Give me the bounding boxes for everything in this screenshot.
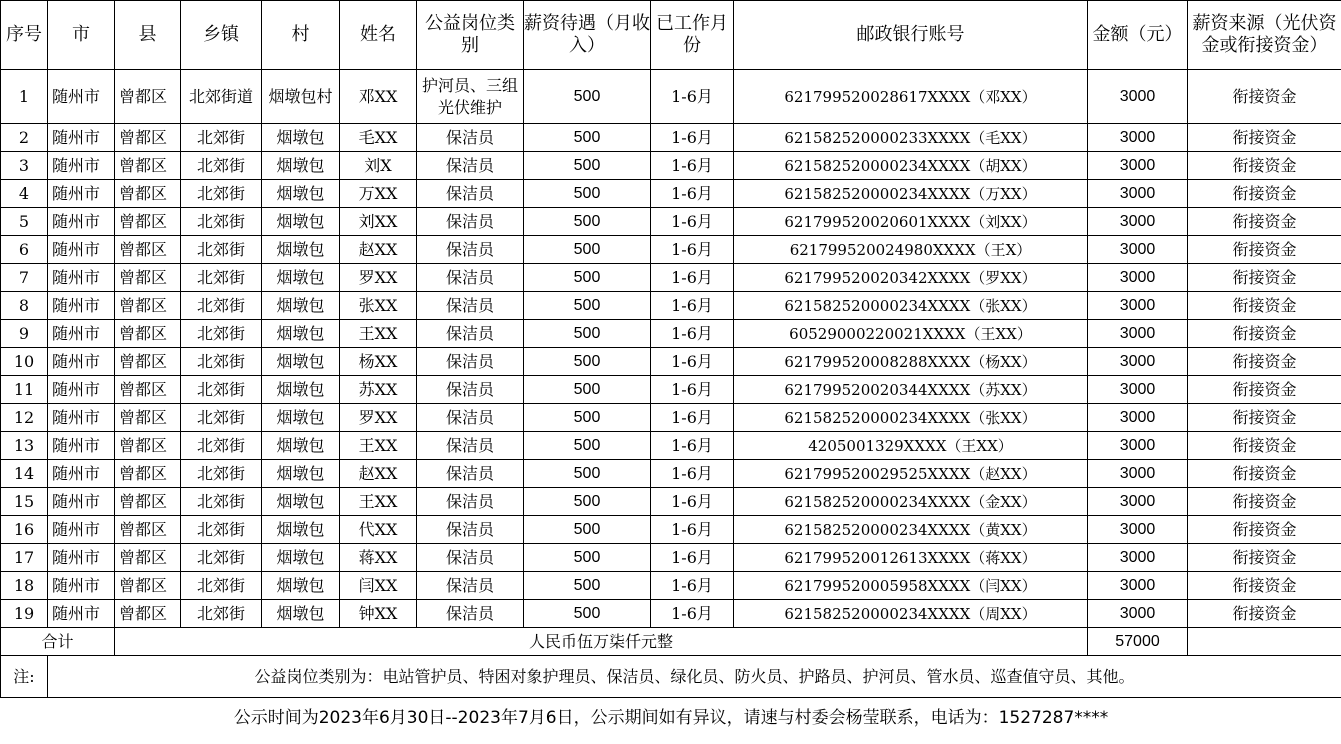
cell-county: 曾都区 — [115, 432, 181, 460]
cell-salary: 500 — [524, 348, 651, 376]
cell-city: 随州市 — [48, 264, 115, 292]
cell-source: 衔接资金 — [1188, 376, 1341, 404]
cell-source: 衔接资金 — [1188, 208, 1341, 236]
cell-name: 邓XX — [340, 70, 417, 124]
cell-post-type: 保洁员 — [417, 432, 524, 460]
cell-name: 代XX — [340, 516, 417, 544]
cell-months: 1-6月 — [651, 320, 734, 348]
cell-seq: 6 — [1, 236, 48, 264]
cell-post-type: 保洁员 — [417, 488, 524, 516]
cell-county: 曾都区 — [115, 544, 181, 572]
cell-city: 随州市 — [48, 516, 115, 544]
cell-name: 万XX — [340, 180, 417, 208]
table-row — [1, 544, 1341, 572]
cell-city: 随州市 — [48, 432, 115, 460]
cell-amount: 3000 — [1088, 152, 1188, 180]
cell-city: 随州市 — [48, 600, 115, 628]
cell-account: 621582520000234XXXX（周XX） — [734, 600, 1088, 628]
cell-village: 烟墩包 — [262, 152, 340, 180]
cell-county: 曾都区 — [115, 264, 181, 292]
cell-post-type: 保洁员 — [417, 292, 524, 320]
cell-seq: 12 — [1, 404, 48, 432]
cell-amount: 3000 — [1088, 124, 1188, 152]
table-row — [1, 460, 1341, 488]
cell-town: 北郊街 — [181, 544, 262, 572]
cell-seq: 10 — [1, 348, 48, 376]
cell-source: 衔接资金 — [1188, 292, 1341, 320]
header-amount: 金额（元） — [1088, 1, 1188, 70]
total-amount: 57000 — [1088, 628, 1188, 656]
cell-post-type: 保洁员 — [417, 404, 524, 432]
cell-account: 621582520000234XXXX（黄XX） — [734, 516, 1088, 544]
cell-town: 北郊街 — [181, 460, 262, 488]
cell-months: 1-6月 — [651, 488, 734, 516]
cell-amount: 3000 — [1088, 488, 1188, 516]
cell-name: 王XX — [340, 488, 417, 516]
cell-name: 王XX — [340, 320, 417, 348]
cell-salary: 500 — [524, 236, 651, 264]
cell-source: 衔接资金 — [1188, 572, 1341, 600]
cell-city: 随州市 — [48, 460, 115, 488]
cell-name: 杨XX — [340, 348, 417, 376]
table-row — [1, 180, 1341, 208]
cell-post-type: 保洁员 — [417, 572, 524, 600]
cell-village: 烟墩包村 — [262, 70, 340, 124]
table-row — [1, 404, 1341, 432]
header-name: 姓名 — [340, 1, 417, 70]
cell-amount: 3000 — [1088, 264, 1188, 292]
cell-salary: 500 — [524, 404, 651, 432]
cell-county: 曾都区 — [115, 292, 181, 320]
table-row — [1, 236, 1341, 264]
cell-source: 衔接资金 — [1188, 124, 1341, 152]
cell-salary: 500 — [524, 600, 651, 628]
cell-months: 1-6月 — [651, 404, 734, 432]
header-city: 市 — [48, 1, 115, 70]
cell-town: 北郊街 — [181, 292, 262, 320]
cell-seq: 11 — [1, 376, 48, 404]
cell-seq: 18 — [1, 572, 48, 600]
cell-village: 烟墩包 — [262, 236, 340, 264]
cell-name: 罗XX — [340, 264, 417, 292]
header-months: 已工作月份 — [651, 1, 734, 70]
cell-city: 随州市 — [48, 404, 115, 432]
cell-town: 北郊街 — [181, 488, 262, 516]
cell-account: 621799520020601XXXX（刘XX） — [734, 208, 1088, 236]
header-row — [1, 1, 1341, 70]
cell-village: 烟墩包 — [262, 292, 340, 320]
header-town: 乡镇 — [181, 1, 262, 70]
cell-county: 曾都区 — [115, 236, 181, 264]
cell-post-type: 保洁员 — [417, 544, 524, 572]
cell-town: 北郊街 — [181, 404, 262, 432]
cell-name: 王XX — [340, 432, 417, 460]
cell-county: 曾都区 — [115, 516, 181, 544]
cell-months: 1-6月 — [651, 264, 734, 292]
cell-town: 北郊街 — [181, 320, 262, 348]
cell-town: 北郊街 — [181, 348, 262, 376]
cell-account: 621582520000234XXXX（金XX） — [734, 488, 1088, 516]
total-empty-cell — [1188, 628, 1341, 656]
cell-source: 衔接资金 — [1188, 488, 1341, 516]
cell-amount: 3000 — [1088, 376, 1188, 404]
cell-town: 北郊街 — [181, 124, 262, 152]
cell-village: 烟墩包 — [262, 348, 340, 376]
cell-name: 罗XX — [340, 404, 417, 432]
cell-county: 曾都区 — [115, 320, 181, 348]
cell-account: 621799520008288XXXX（杨XX） — [734, 348, 1088, 376]
cell-salary: 500 — [524, 432, 651, 460]
table-row — [1, 572, 1341, 600]
cell-seq: 3 — [1, 152, 48, 180]
cell-seq: 1 — [1, 70, 48, 124]
cell-town: 北郊街 — [181, 152, 262, 180]
cell-village: 烟墩包 — [262, 572, 340, 600]
cell-account: 621582520000234XXXX（张XX） — [734, 292, 1088, 320]
table-row — [1, 348, 1341, 376]
cell-city: 随州市 — [48, 572, 115, 600]
cell-name: 苏XX — [340, 376, 417, 404]
cell-seq: 19 — [1, 600, 48, 628]
cell-village: 烟墩包 — [262, 264, 340, 292]
cell-months: 1-6月 — [651, 460, 734, 488]
header-post-type: 公益岗位类别 — [417, 1, 524, 70]
cell-town: 北郊街 — [181, 264, 262, 292]
cell-town: 北郊街 — [181, 432, 262, 460]
cell-salary: 500 — [524, 376, 651, 404]
cell-village: 烟墩包 — [262, 516, 340, 544]
cell-seq: 8 — [1, 292, 48, 320]
cell-name: 刘XX — [340, 208, 417, 236]
cell-city: 随州市 — [48, 152, 115, 180]
cell-account: 621799520029525XXXX（赵XX） — [734, 460, 1088, 488]
cell-name: 张XX — [340, 292, 417, 320]
cell-salary: 500 — [524, 292, 651, 320]
cell-amount: 3000 — [1088, 516, 1188, 544]
cell-amount: 3000 — [1088, 236, 1188, 264]
cell-source: 衔接资金 — [1188, 544, 1341, 572]
cell-months: 1-6月 — [651, 180, 734, 208]
cell-source: 衔接资金 — [1188, 236, 1341, 264]
cell-county: 曾都区 — [115, 404, 181, 432]
cell-village: 烟墩包 — [262, 544, 340, 572]
cell-amount: 3000 — [1088, 292, 1188, 320]
cell-county: 曾都区 — [115, 348, 181, 376]
cell-source: 衔接资金 — [1188, 264, 1341, 292]
table-row — [1, 516, 1341, 544]
cell-salary: 500 — [524, 124, 651, 152]
cell-city: 随州市 — [48, 376, 115, 404]
cell-county: 曾都区 — [115, 208, 181, 236]
cell-seq: 16 — [1, 516, 48, 544]
cell-account: 621799520028617XXXX（邓XX） — [734, 70, 1088, 124]
total-label: 合计 — [1, 628, 115, 656]
cell-seq: 13 — [1, 432, 48, 460]
cell-account: 621582520000234XXXX（万XX） — [734, 180, 1088, 208]
cell-post-type: 保洁员 — [417, 152, 524, 180]
cell-post-type: 保洁员 — [417, 208, 524, 236]
cell-city: 随州市 — [48, 320, 115, 348]
cell-account: 621799520005958XXXX（闫XX） — [734, 572, 1088, 600]
header-salary: 薪资待遇（月收入） — [524, 1, 651, 70]
total-amount-words: 人民币伍万柒仟元整 — [115, 628, 1088, 656]
table-row — [1, 124, 1341, 152]
cell-source: 衔接资金 — [1188, 70, 1341, 124]
table-row — [1, 488, 1341, 516]
cell-months: 1-6月 — [651, 516, 734, 544]
cell-account: 621799520024980XXXX（王X） — [734, 236, 1088, 264]
cell-name: 闫XX — [340, 572, 417, 600]
cell-town: 北郊街 — [181, 180, 262, 208]
cell-amount: 3000 — [1088, 460, 1188, 488]
cell-seq: 7 — [1, 264, 48, 292]
table-row — [1, 432, 1341, 460]
cell-village: 烟墩包 — [262, 124, 340, 152]
note-row — [1, 656, 1341, 698]
cell-post-type: 保洁员 — [417, 236, 524, 264]
cell-name: 蒋XX — [340, 544, 417, 572]
cell-post-type: 保洁员 — [417, 516, 524, 544]
cell-months: 1-6月 — [651, 70, 734, 124]
cell-village: 烟墩包 — [262, 208, 340, 236]
cell-account: 621799520012613XXXX（蒋XX） — [734, 544, 1088, 572]
table-body — [1, 70, 1341, 739]
cell-town: 北郊街 — [181, 572, 262, 600]
cell-post-type: 保洁员 — [417, 124, 524, 152]
cell-salary: 500 — [524, 320, 651, 348]
notice-text: 公示时间为2023年6月30日--2023年7月6日，公示期间如有异议，请速与村委会杨莹联系，电话为：1527287**** — [233, 708, 1109, 728]
cell-county: 曾都区 — [115, 600, 181, 628]
cell-salary: 500 — [524, 180, 651, 208]
cell-months: 1-6月 — [651, 236, 734, 264]
cell-city: 随州市 — [48, 208, 115, 236]
cell-post-type: 保洁员 — [417, 264, 524, 292]
cell-village: 烟墩包 — [262, 180, 340, 208]
cell-seq: 14 — [1, 460, 48, 488]
cell-post-type: 保洁员 — [417, 348, 524, 376]
notice-row — [1, 698, 1341, 739]
header-county: 县 — [115, 1, 181, 70]
cell-amount: 3000 — [1088, 70, 1188, 124]
cell-months: 1-6月 — [651, 432, 734, 460]
cell-source: 衔接资金 — [1188, 404, 1341, 432]
cell-city: 随州市 — [48, 544, 115, 572]
cell-village: 烟墩包 — [262, 432, 340, 460]
cell-county: 曾都区 — [115, 124, 181, 152]
cell-seq: 9 — [1, 320, 48, 348]
cell-source: 衔接资金 — [1188, 152, 1341, 180]
cell-source: 衔接资金 — [1188, 432, 1341, 460]
cell-town: 北郊街 — [181, 516, 262, 544]
cell-name: 钟XX — [340, 600, 417, 628]
cell-amount: 3000 — [1088, 432, 1188, 460]
cell-seq: 5 — [1, 208, 48, 236]
cell-name: 赵XX — [340, 236, 417, 264]
cell-salary: 500 — [524, 152, 651, 180]
cell-source: 衔接资金 — [1188, 460, 1341, 488]
cell-post-type: 保洁员 — [417, 320, 524, 348]
table-row — [1, 70, 1341, 124]
cell-months: 1-6月 — [651, 544, 734, 572]
header-seq: 序号 — [1, 1, 48, 70]
cell-county: 曾都区 — [115, 376, 181, 404]
cell-town: 北郊街 — [181, 600, 262, 628]
cell-post-type: 保洁员 — [417, 460, 524, 488]
cell-amount: 3000 — [1088, 572, 1188, 600]
cell-months: 1-6月 — [651, 152, 734, 180]
cell-seq: 4 — [1, 180, 48, 208]
cell-county: 曾都区 — [115, 70, 181, 124]
table-row — [1, 292, 1341, 320]
note-text: 公益岗位类别为：电站管护员、特困对象护理员、保洁员、绿化员、防火员、护路员、护河员、管水员、巡查值守员、其他。 — [48, 656, 1341, 698]
cell-seq: 15 — [1, 488, 48, 516]
header-source: 薪资来源（光伏资金或衔接资金） — [1188, 1, 1341, 70]
cell-town: 北郊街 — [181, 236, 262, 264]
cell-months: 1-6月 — [651, 348, 734, 376]
cell-account: 621582520000233XXXX（毛XX） — [734, 124, 1088, 152]
cell-post-type: 护河员、三组光伏维护 — [417, 70, 524, 124]
cell-salary: 500 — [524, 208, 651, 236]
cell-salary: 500 — [524, 264, 651, 292]
cell-salary: 500 — [524, 544, 651, 572]
cell-salary: 500 — [524, 460, 651, 488]
cell-county: 曾都区 — [115, 180, 181, 208]
cell-village: 烟墩包 — [262, 460, 340, 488]
cell-salary: 500 — [524, 488, 651, 516]
cell-county: 曾都区 — [115, 572, 181, 600]
cell-source: 衔接资金 — [1188, 320, 1341, 348]
note-label: 注: — [1, 656, 48, 698]
cell-months: 1-6月 — [651, 124, 734, 152]
cell-salary: 500 — [524, 572, 651, 600]
cell-source: 衔接资金 — [1188, 516, 1341, 544]
cell-months: 1-6月 — [651, 376, 734, 404]
total-row — [1, 628, 1341, 656]
cell-post-type: 保洁员 — [417, 180, 524, 208]
table-row — [1, 320, 1341, 348]
header-account: 邮政银行账号 — [734, 1, 1088, 70]
cell-city: 随州市 — [48, 236, 115, 264]
cell-village: 烟墩包 — [262, 488, 340, 516]
cell-source: 衔接资金 — [1188, 180, 1341, 208]
cell-source: 衔接资金 — [1188, 348, 1341, 376]
cell-city: 随州市 — [48, 488, 115, 516]
cell-amount: 3000 — [1088, 180, 1188, 208]
cell-county: 曾都区 — [115, 460, 181, 488]
cell-city: 随州市 — [48, 124, 115, 152]
cell-source: 衔接资金 — [1188, 600, 1341, 628]
cell-town: 北郊街道 — [181, 70, 262, 124]
cell-seq: 17 — [1, 544, 48, 572]
cell-county: 曾都区 — [115, 152, 181, 180]
cell-name: 毛XX — [340, 124, 417, 152]
cell-salary: 500 — [524, 70, 651, 124]
cell-amount: 3000 — [1088, 600, 1188, 628]
cell-salary: 500 — [524, 516, 651, 544]
cell-village: 烟墩包 — [262, 376, 340, 404]
header-village: 村 — [262, 1, 340, 70]
cell-city: 随州市 — [48, 70, 115, 124]
cell-town: 北郊街 — [181, 208, 262, 236]
cell-months: 1-6月 — [651, 208, 734, 236]
cell-account: 621582520000234XXXX（张XX） — [734, 404, 1088, 432]
cell-seq: 2 — [1, 124, 48, 152]
cell-months: 1-6月 — [651, 572, 734, 600]
cell-amount: 3000 — [1088, 404, 1188, 432]
table-row — [1, 264, 1341, 292]
cell-city: 随州市 — [48, 180, 115, 208]
table-row — [1, 600, 1341, 628]
table-row — [1, 376, 1341, 404]
cell-amount: 3000 — [1088, 544, 1188, 572]
cell-account: 621799520020342XXXX（罗XX） — [734, 264, 1088, 292]
cell-account: 621799520020344XXXX（苏XX） — [734, 376, 1088, 404]
table-row — [1, 208, 1341, 236]
table-row — [1, 152, 1341, 180]
cell-account: 4205001329XXXX（王XX） — [734, 432, 1088, 460]
cell-amount: 3000 — [1088, 208, 1188, 236]
cell-name: 刘X — [340, 152, 417, 180]
cell-county: 曾都区 — [115, 488, 181, 516]
cell-post-type: 保洁员 — [417, 376, 524, 404]
cell-account: 60529000220021XXXX（王XX） — [734, 320, 1088, 348]
cell-months: 1-6月 — [651, 292, 734, 320]
cell-village: 烟墩包 — [262, 320, 340, 348]
cell-name: 赵XX — [340, 460, 417, 488]
cell-town: 北郊街 — [181, 376, 262, 404]
cell-amount: 3000 — [1088, 320, 1188, 348]
cell-account: 621582520000234XXXX（胡XX） — [734, 152, 1088, 180]
cell-amount: 3000 — [1088, 348, 1188, 376]
cell-village: 烟墩包 — [262, 600, 340, 628]
cell-village: 烟墩包 — [262, 404, 340, 432]
cell-city: 随州市 — [48, 348, 115, 376]
cell-city: 随州市 — [48, 292, 115, 320]
cell-months: 1-6月 — [651, 600, 734, 628]
cell-post-type: 保洁员 — [417, 600, 524, 628]
